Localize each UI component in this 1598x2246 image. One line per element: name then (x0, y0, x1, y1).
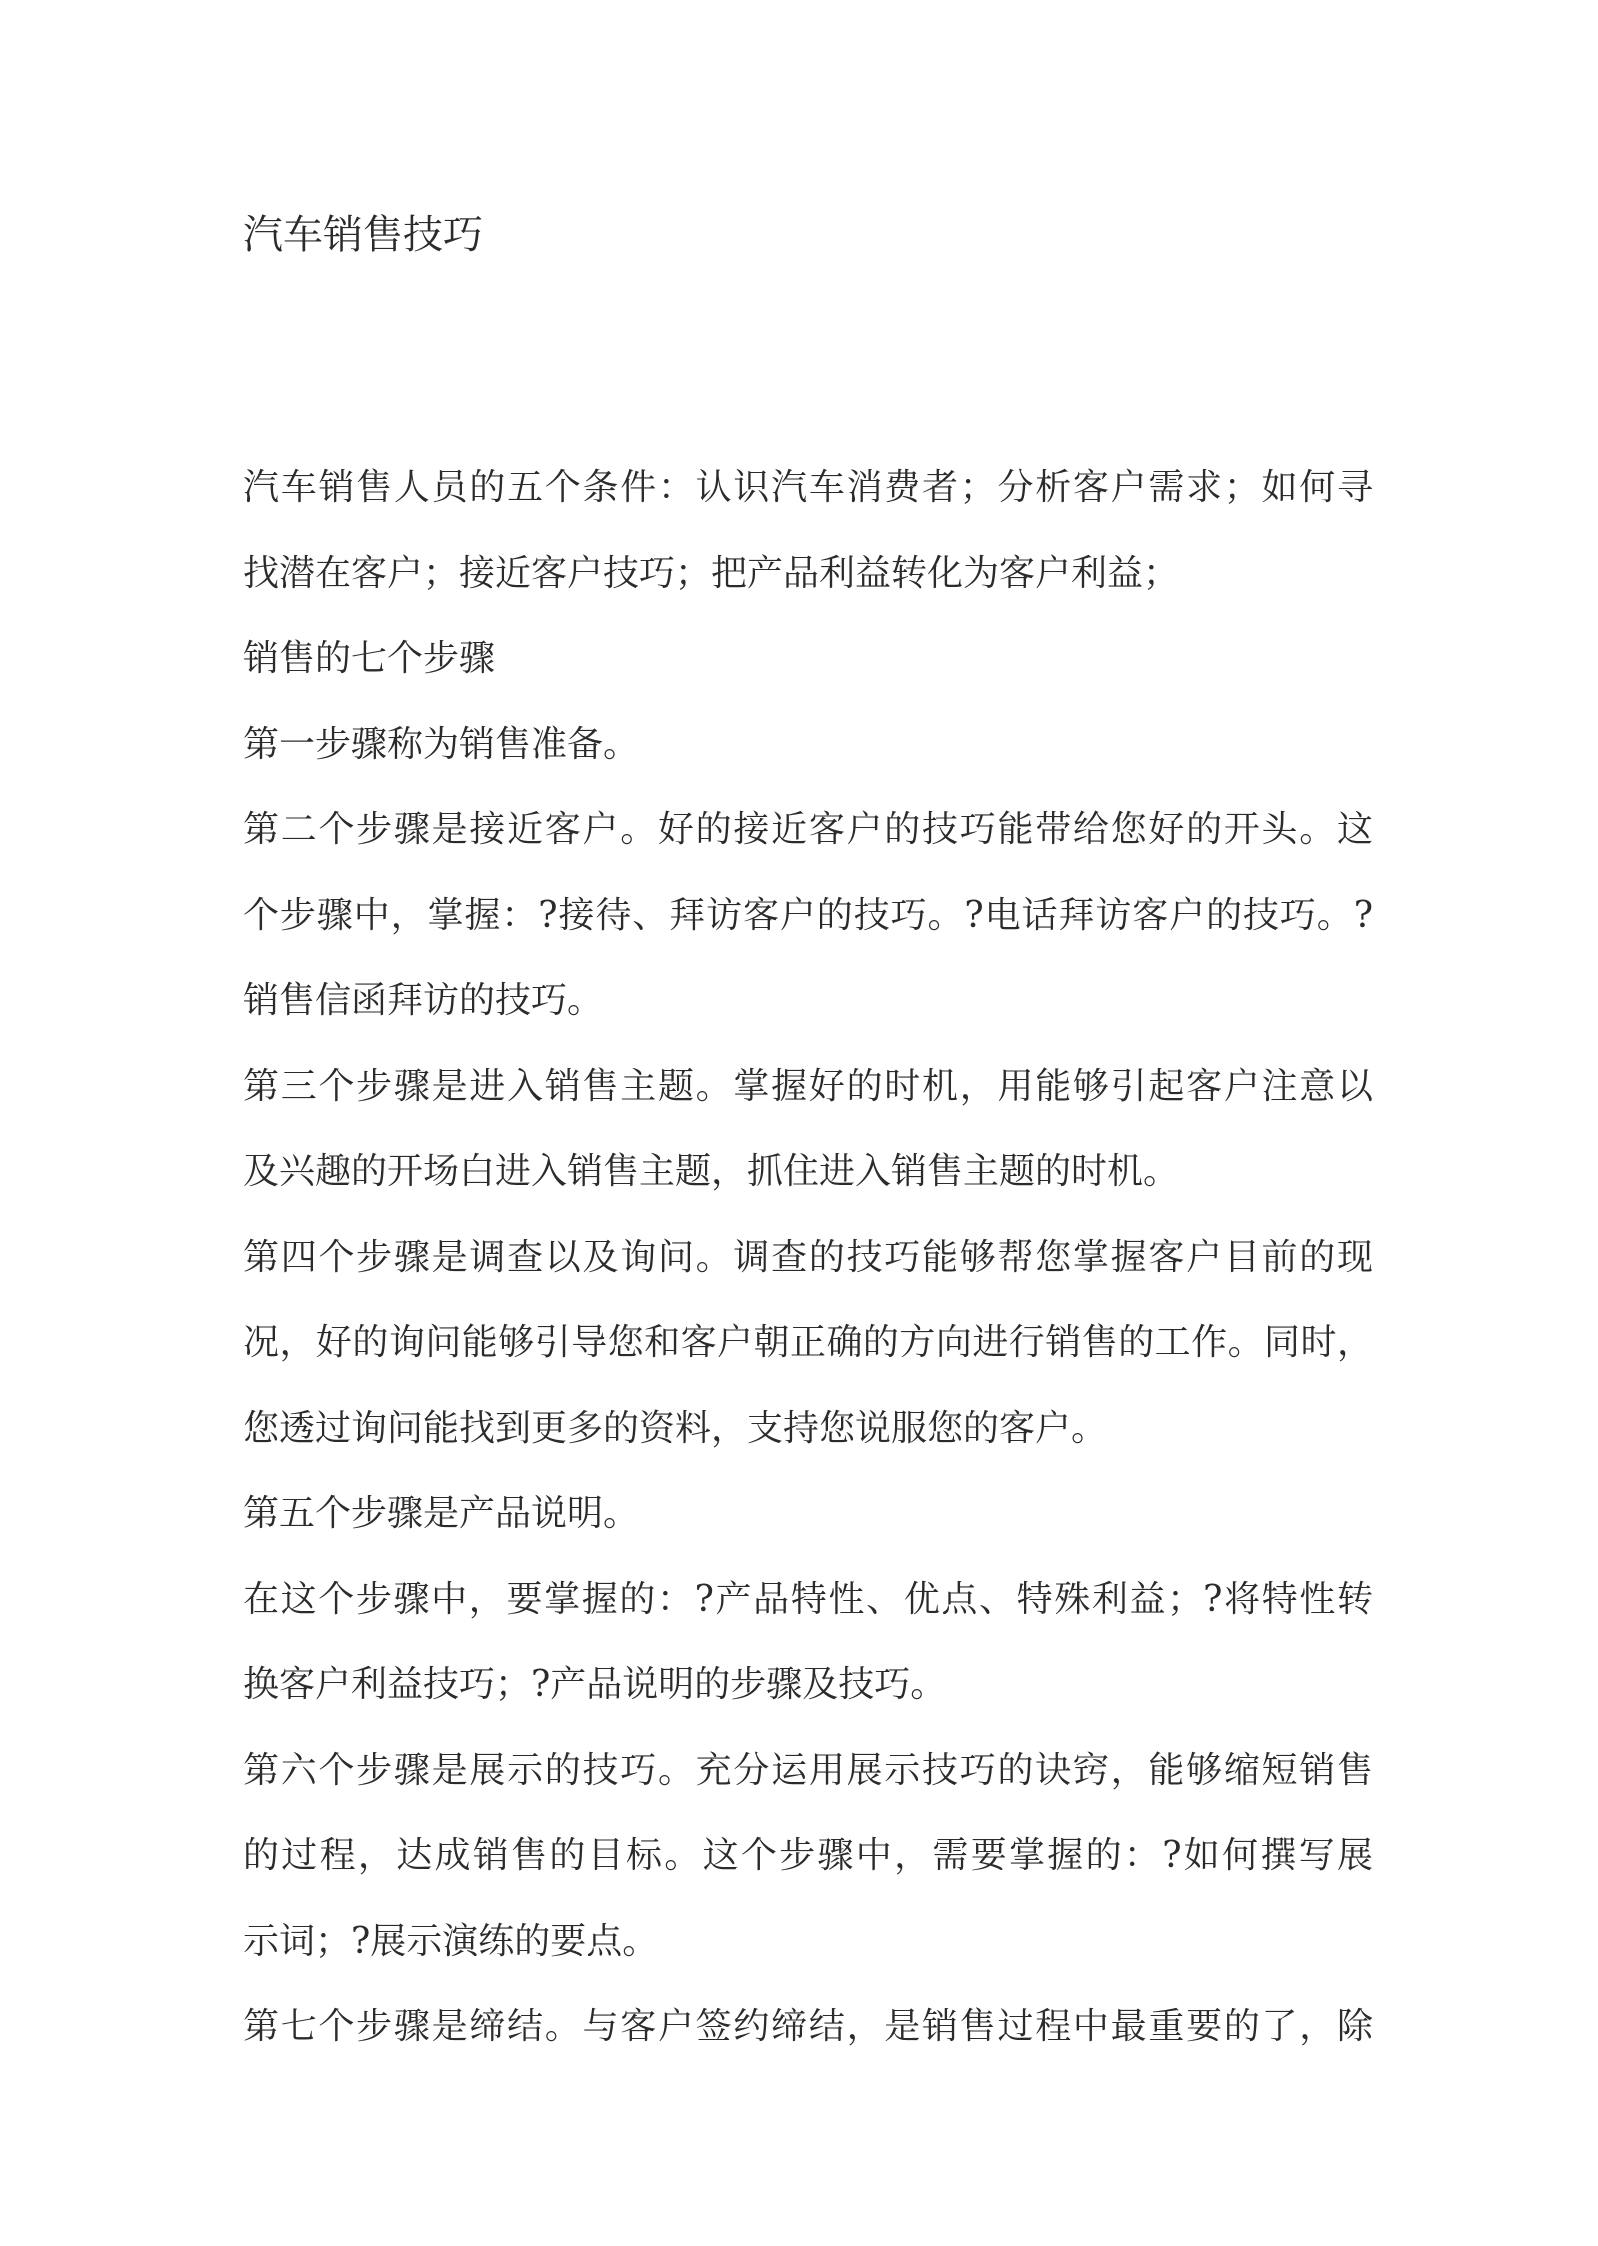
document-title: 汽车销售技巧 (243, 212, 483, 258)
body-line: 销售的七个步骤 (243, 638, 496, 679)
body-line: 第六个步骤是展示的技巧。充分运用展示技巧的诀窍，能够缩短销售 (243, 1749, 1373, 1791)
body-line: 及兴趣的开场白进入销售主题，抓住进入销售主题的时机。 (243, 1151, 1180, 1192)
body-line: 第七个步骤是缔结。与客户签约缔结，是销售过程中最重要的了，除 (243, 2006, 1373, 2047)
body-line: 您透过询问能找到更多的资料，支持您说服您的客户。 (243, 1407, 1108, 1449)
body-line: 第三个步骤是进入销售主题。掌握好的时机，用能够引起客户注意以 (243, 1065, 1373, 1107)
body-line: 第五个步骤是产品说明。 (243, 1493, 640, 1534)
body-line: 找潜在客户；接近客户技巧；把产品利益转化为客户利益； (243, 552, 1180, 594)
body-line: 汽车销售人员的五个条件：认识汽车消费者；分析客户需求；如何寻 (243, 467, 1373, 508)
body-line: 在这个步骤中，要掌握的：?产品特性、优点、特殊利益；?将特性转 (243, 1578, 1373, 1620)
body-line: 的过程，达成销售的目标。这个步骤中，需要掌握的：?如何撰写展 (243, 1835, 1373, 1876)
body-line: 个步骤中，掌握：?接待、拜访客户的技巧。?电话拜访客户的技巧。? (243, 894, 1373, 936)
body-line: 销售信函拜访的技巧。 (243, 980, 604, 1021)
body-line: 示词；?展示演练的要点。 (243, 1920, 659, 1962)
body-line: 第一步骤称为销售准备。 (243, 723, 640, 765)
document-body (243, 460, 1373, 2085)
body-line: 换客户利益技巧；?产品说明的步骤及技巧。 (243, 1664, 947, 1705)
body-line: 第二个步骤是接近客户。好的接近客户的技巧能带给您好的开头。这 (243, 809, 1373, 850)
body-line: 第四个步骤是调查以及询问。调查的技巧能够帮您掌握客户目前的现 (243, 1236, 1373, 1278)
body-line: 况，好的询问能够引导您和客户朝正确的方向进行销售的工作。同时， (243, 1322, 1373, 1363)
